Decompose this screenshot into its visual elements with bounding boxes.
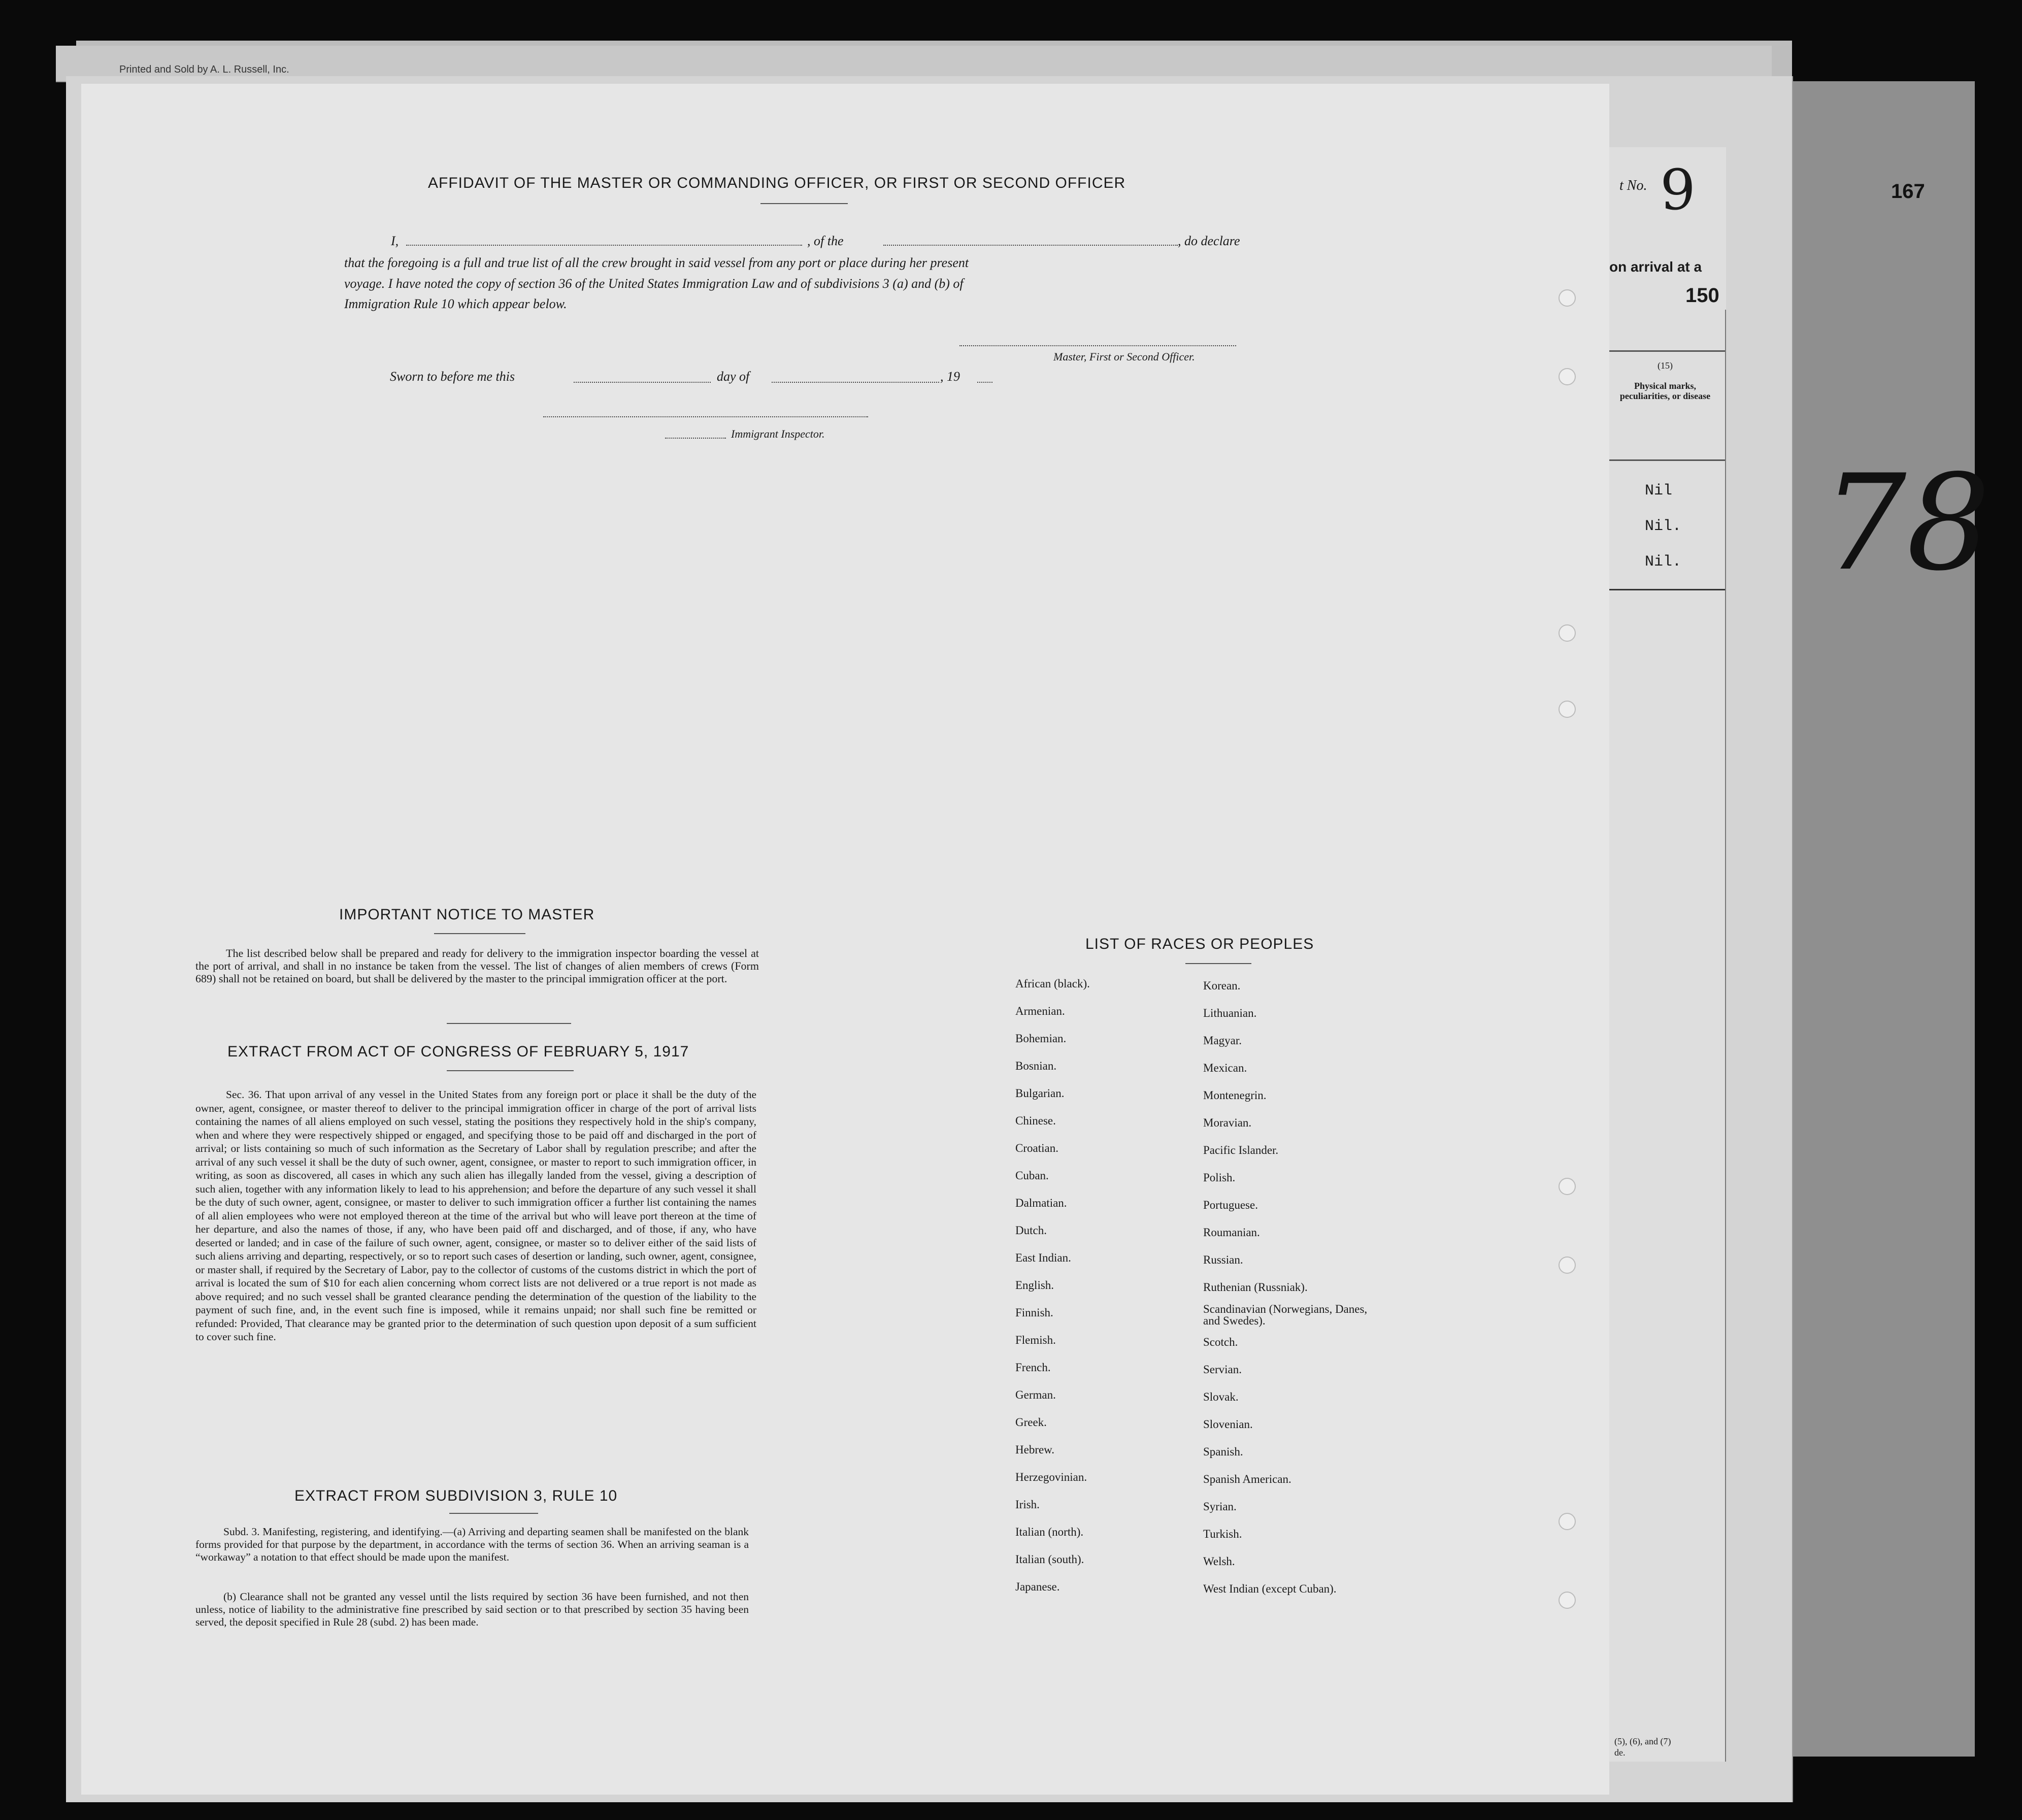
footer-text-2: de. xyxy=(1614,1747,1626,1758)
affidavit-line4: Immigration Rule 10 which appear below. xyxy=(344,296,567,311)
entry-3: Nil. xyxy=(1645,553,1682,571)
race-item: Spanish American. xyxy=(1203,1473,1291,1485)
race-item: Magyar. xyxy=(1203,1034,1242,1047)
race-item: Pacific Islander. xyxy=(1203,1144,1279,1156)
sworn-day-blank xyxy=(574,382,711,383)
rule-title-rule xyxy=(449,1513,538,1514)
race-item: Dalmatian. xyxy=(1015,1197,1067,1209)
race-item: Bosnian. xyxy=(1015,1060,1057,1072)
punch-hole xyxy=(1559,1513,1576,1530)
page-number: 167 xyxy=(1891,180,1925,203)
name-blank xyxy=(406,245,802,246)
sworn-day-of: day of xyxy=(717,369,750,384)
race-item: Welsh. xyxy=(1203,1555,1235,1568)
sworn-year: , 19 xyxy=(940,369,960,384)
printer-line: Printed and Sold by A. L. Russell, Inc. xyxy=(119,64,289,75)
race-item: African (black). xyxy=(1015,977,1090,990)
sworn-year-blank xyxy=(977,382,992,383)
master-signature-label: Master, First or Second Officer. xyxy=(1053,350,1195,363)
race-item: Lithuanian. xyxy=(1203,1007,1257,1019)
punch-hole xyxy=(1559,368,1576,385)
notice-text: The list described below shall be prepared and ready for delivery to the immigration inspector boarding the vessel at the port of arrival, and shall in no instance be taken from the vessel. The list of changes of alien members of crews (Form 689) shall not be retained on board, but shall be delivered by the master to the principal immigration officer at the port. xyxy=(195,947,759,985)
punch-hole xyxy=(1559,1178,1576,1195)
race-item: Italian (south). xyxy=(1015,1553,1084,1566)
act-title: EXTRACT FROM ACT OF CONGRESS OF FEBRUARY 5, 1917 xyxy=(227,1043,689,1060)
race-item: Herzegovinian. xyxy=(1015,1471,1087,1483)
race-item: Cuban. xyxy=(1015,1169,1049,1182)
master-signature-line xyxy=(959,345,1236,346)
punch-hole xyxy=(1559,624,1576,642)
race-item: Hebrew. xyxy=(1015,1443,1055,1456)
affidavit-of-the: , of the xyxy=(807,234,844,248)
race-item: Turkish. xyxy=(1203,1528,1242,1540)
race-item: Polish. xyxy=(1203,1171,1236,1184)
affidavit-declare: , do declare xyxy=(1178,234,1240,248)
notice-title-rule xyxy=(434,933,525,934)
races-title-rule xyxy=(1185,963,1251,964)
header-rule xyxy=(1609,350,1726,352)
count-number: 150 xyxy=(1685,284,1719,307)
race-item: Montenegrin. xyxy=(1203,1089,1267,1102)
arrival-text: on arrival at a xyxy=(1609,259,1702,275)
inspector-signature-line xyxy=(543,416,868,417)
race-item: Italian (north). xyxy=(1015,1526,1084,1538)
race-item: Irish. xyxy=(1015,1498,1040,1511)
race-item: Bohemian. xyxy=(1015,1032,1067,1045)
race-item: Roumanian. xyxy=(1203,1226,1260,1239)
column-header-rule xyxy=(1609,459,1726,461)
affidavit-i: I, xyxy=(391,234,399,248)
race-item: Scandinavian (Norwegians, Danes, and Swedes). xyxy=(1203,1303,1368,1327)
race-item: German. xyxy=(1015,1388,1056,1401)
race-item: Croatian. xyxy=(1015,1142,1058,1154)
rule-text-b: (b) Clearance shall not be granted any vessel until the lists required by section 36 have been furnished, and not then unless, notice of liability to the administrative fine prescribed by said section or to that prescribed by section 35 having been served, the deposit specified in Rule 28 (subd. 2) has been made. xyxy=(195,1591,749,1628)
handwritten-tally: 78 xyxy=(1822,447,1991,600)
column-line xyxy=(1725,310,1726,1762)
races-title: LIST OF RACES OR PEOPLES xyxy=(1085,936,1314,952)
list-number: 9 xyxy=(1660,157,1696,222)
notice-end-rule xyxy=(447,1023,571,1024)
rule-title: EXTRACT FROM SUBDIVISION 3, RULE 10 xyxy=(294,1487,618,1504)
vessel-blank xyxy=(883,245,1178,246)
entry-1: Nil xyxy=(1645,482,1673,500)
sworn-text: Sworn to before me this xyxy=(390,369,515,384)
race-item: Finnish. xyxy=(1015,1306,1053,1319)
race-item: Armenian. xyxy=(1015,1005,1065,1017)
race-item: Japanese. xyxy=(1015,1580,1060,1593)
notice-title: IMPORTANT NOTICE TO MASTER xyxy=(339,906,595,923)
race-item: Slovenian. xyxy=(1203,1418,1253,1431)
act-title-rule xyxy=(447,1070,574,1071)
column-number: (15) xyxy=(1658,360,1673,371)
title-rule xyxy=(760,203,848,204)
race-item: East Indian. xyxy=(1015,1251,1071,1264)
punch-hole xyxy=(1559,701,1576,718)
race-item: Greek. xyxy=(1015,1416,1047,1429)
race-item: Portuguese. xyxy=(1203,1199,1258,1211)
inspector-label: Immigrant Inspector. xyxy=(731,427,825,440)
act-text: Sec. 36. That upon arrival of any vessel in the United States from any foreign port or place it shall be the duty of the owner, agent, consignee, or master thereof to deliver to the principal immigration officer in charge of the port of arrival lists containing the names of all aliens employed on such vessel, stating the positions they respectively hold in the ship's company, when and where they were respectively shipped or engaged, and specifying those to be paid off and discharged in the port of arrival; or lists containing so much of such information as the Secretary of Labor shall by regulation prescribe; and after the arrival of any such vessel it shall be the duty of such owner, agent, consignee, or master to report to such immigration officer, in writing, as soon as discovered, all cases in which any such alien has illegally landed from the vessel, giving a description of such alien, together with any information likely to lead to his apprehension; and before the departure of any such vessel it shall be the duty of such owner, agent, consignee, or master to deliver to such immigration officer a further list containing the names of all alien employees who were not employed thereon at the time of the arrival but who will leave port thereon at the time of her departure, and also the names of those, if any, who have been paid off and discharged, and of those, if any, who have deserted or landed; and in case of the failure of such owner, agent, consignee, or master so to deliver either of the said lists of such aliens arriving and departing, respectively, or so to report such cases of desertion or landing, such owner, agent, consignee, or master shall, if required by the Secretary of Labor, pay to the collector of customs of the customs district in which the port of arrival is located the sum of $10 for each alien concerning whom correct lists are not delivered or a true report is not made as above required; and no such vessel shall be granted clearance pending the determination of the question of the liability to the payment of such fine, and, in the event such fine is imposed, while it remains unpaid; nor shall such fine be remitted or refunded: Provided, That clearance may be granted prior to the determination of such question upon deposit of a sum sufficient to cover such fine. xyxy=(195,1088,756,1343)
race-item: Scotch. xyxy=(1203,1336,1238,1348)
column-header: Physical marks, peculiarities, or disease xyxy=(1619,381,1711,401)
punch-hole xyxy=(1559,289,1576,307)
entry-2: Nil. xyxy=(1645,518,1682,535)
race-item: Spanish. xyxy=(1203,1445,1243,1458)
race-item: Dutch. xyxy=(1015,1224,1047,1237)
race-item: French. xyxy=(1015,1361,1051,1374)
manifest-right-panel xyxy=(1609,147,1726,1762)
race-item: Syrian. xyxy=(1203,1500,1237,1513)
race-item: Mexican. xyxy=(1203,1062,1247,1074)
list-number-label: t No. xyxy=(1619,178,1647,193)
punch-hole xyxy=(1559,1592,1576,1609)
entries-end-rule xyxy=(1609,589,1726,590)
affidavit-title: AFFIDAVIT OF THE MASTER OR COMMANDING OFFICER, OR FIRST OR SECOND OFFICER xyxy=(428,175,1126,191)
race-item: Chinese. xyxy=(1015,1114,1056,1127)
footer-text: (5), (6), and (7) xyxy=(1614,1736,1671,1746)
race-item: Slovak. xyxy=(1203,1391,1239,1403)
race-item: Servian. xyxy=(1203,1363,1242,1376)
punch-hole xyxy=(1559,1256,1576,1274)
race-item: English. xyxy=(1015,1279,1054,1292)
race-item: Ruthenian (Russniak). xyxy=(1203,1281,1308,1294)
affidavit-line2: that the foregoing is a full and true list of all the crew brought in said vessel from any port or place during her present xyxy=(344,255,969,270)
race-item: Moravian. xyxy=(1203,1116,1252,1129)
affidavit-line3: voyage. I have noted the copy of section 36 of the United States Immigration Law and of subdivisions 3 (a) and (b) of xyxy=(344,276,964,291)
race-item: Bulgarian. xyxy=(1015,1087,1065,1100)
race-item: Russian. xyxy=(1203,1253,1243,1266)
race-item: Korean. xyxy=(1203,979,1241,992)
sworn-month-blank xyxy=(772,382,939,383)
rule-text-a: Subd. 3. Manifesting, registering, and identifying.—(a) Arriving and departing seamen shall be manifested on the blank forms provided for that purpose by the department, in accordance with the terms of section 36. When an arriving seaman is a “workaway” a notation to that effect should be made upon the manifest. xyxy=(195,1526,749,1563)
inspector-dots xyxy=(665,438,726,439)
race-item: West Indian (except Cuban). xyxy=(1203,1582,1337,1595)
race-item: Flemish. xyxy=(1015,1334,1056,1346)
